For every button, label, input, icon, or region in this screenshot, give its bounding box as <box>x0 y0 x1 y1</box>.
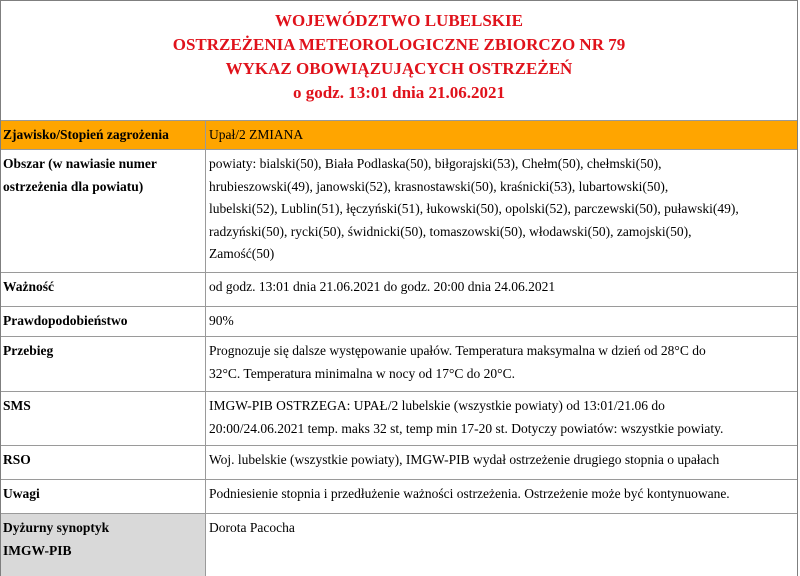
table-row-probability <box>1 306 797 336</box>
area-label <box>1 149 206 272</box>
sms-label: SMS <box>1 391 206 445</box>
sms-value <box>206 391 797 445</box>
remarks-label: Uwagi <box>1 479 206 513</box>
header-timestamp: o godz. 13:01 dnia 21.06.2021 <box>292 83 506 102</box>
header-bulletin-number: OSTRZEŻENIA METEOROLOGICZNE ZBIORCZO NR 79 <box>172 35 626 54</box>
duty-forecaster-value: Dorota Pacocha <box>206 513 797 576</box>
validity-label: Ważność <box>1 272 206 306</box>
probability-label: Prawdopodobieństwo <box>1 306 206 336</box>
course-value-line: 32°C. Temperatura minimalna w nocy od 17°C do 20°C. <box>209 365 515 381</box>
table-row-rso <box>1 445 797 479</box>
area-label-line: ostrzeżenia dla powiatu) <box>3 178 144 194</box>
table-row-remarks <box>1 479 797 513</box>
course-value-line: Prognozuje się dalsze występowanie upałów. Temperatura maksymalna w dzień od 28°C do <box>209 343 706 358</box>
table-row-duty-forecaster <box>1 513 797 576</box>
course-label: Przebieg <box>1 336 206 391</box>
phenomenon-value: Upał/2 ZMIANA <box>206 120 797 149</box>
table-row-sms <box>1 391 797 445</box>
remarks-value: Podniesienie stopnia i przedłużenie ważności ostrzeżenia. Ostrzeżenie może być kontynuowane. <box>206 479 797 513</box>
validity-value: od godz. 13:01 dnia 21.06.2021 do godz. 20:00 dnia 24.06.2021 <box>206 272 797 306</box>
rso-value: Woj. lubelskie (wszystkie powiaty), IMGW-PIB wydał ostrzeżenie drugiego stopnia o upałach <box>206 445 797 479</box>
warning-table <box>1 120 797 576</box>
document-header <box>1 1 797 120</box>
table-row-course <box>1 336 797 391</box>
table-row-phenomenon <box>1 120 797 149</box>
header-region: WOJEWÓDZTWO LUBELSKIE <box>275 11 523 30</box>
course-value <box>206 336 797 391</box>
duty-forecaster-label-line: IMGW-PIB <box>3 542 72 558</box>
area-value-line: radzyński(50), rycki(50), świdnicki(50), tomaszowski(50), włodawski(50), zamojski(50), <box>209 223 692 239</box>
duty-forecaster-label <box>1 513 206 576</box>
rso-label: RSO <box>1 445 206 479</box>
area-label-line: Obszar (w nawiasie numer <box>3 156 157 171</box>
table-row-area <box>1 149 797 272</box>
area-value-line: hrubieszowski(49), janowski(52), krasnostawski(50), kraśnicki(53), lubartowski(50), <box>209 178 669 194</box>
sms-value-line: 20:00/24.06.2021 temp. maks 32 st, temp min 17-20 st. Dotyczy powiatów: wszystkie powiaty. <box>209 420 724 436</box>
area-value-line: Zamość(50) <box>209 246 275 261</box>
area-value-line: powiaty: bialski(50), Biała Podlaska(50), biłgorajski(53), Chełm(50), chełmski(50), <box>209 156 662 171</box>
probability-value: 90% <box>206 306 797 336</box>
duty-forecaster-label-line: Dyżurny synoptyk <box>3 520 110 535</box>
table-row-validity <box>1 272 797 306</box>
area-value <box>206 149 797 272</box>
sms-value-line: IMGW-PIB OSTRZEGA: UPAŁ/2 lubelskie (wszystkie powiaty) od 13:01/21.06 do <box>209 398 665 413</box>
area-value-line: lubelski(52), Lublin(51), łęczyński(51), łukowski(50), opolski(52), parczewski(50), puławski(49), <box>209 201 739 216</box>
phenomenon-label: Zjawisko/Stopień zagrożenia <box>1 120 206 149</box>
header-list-title: WYKAZ OBOWIĄZUJĄCYCH OSTRZEŻEŃ <box>225 59 573 78</box>
